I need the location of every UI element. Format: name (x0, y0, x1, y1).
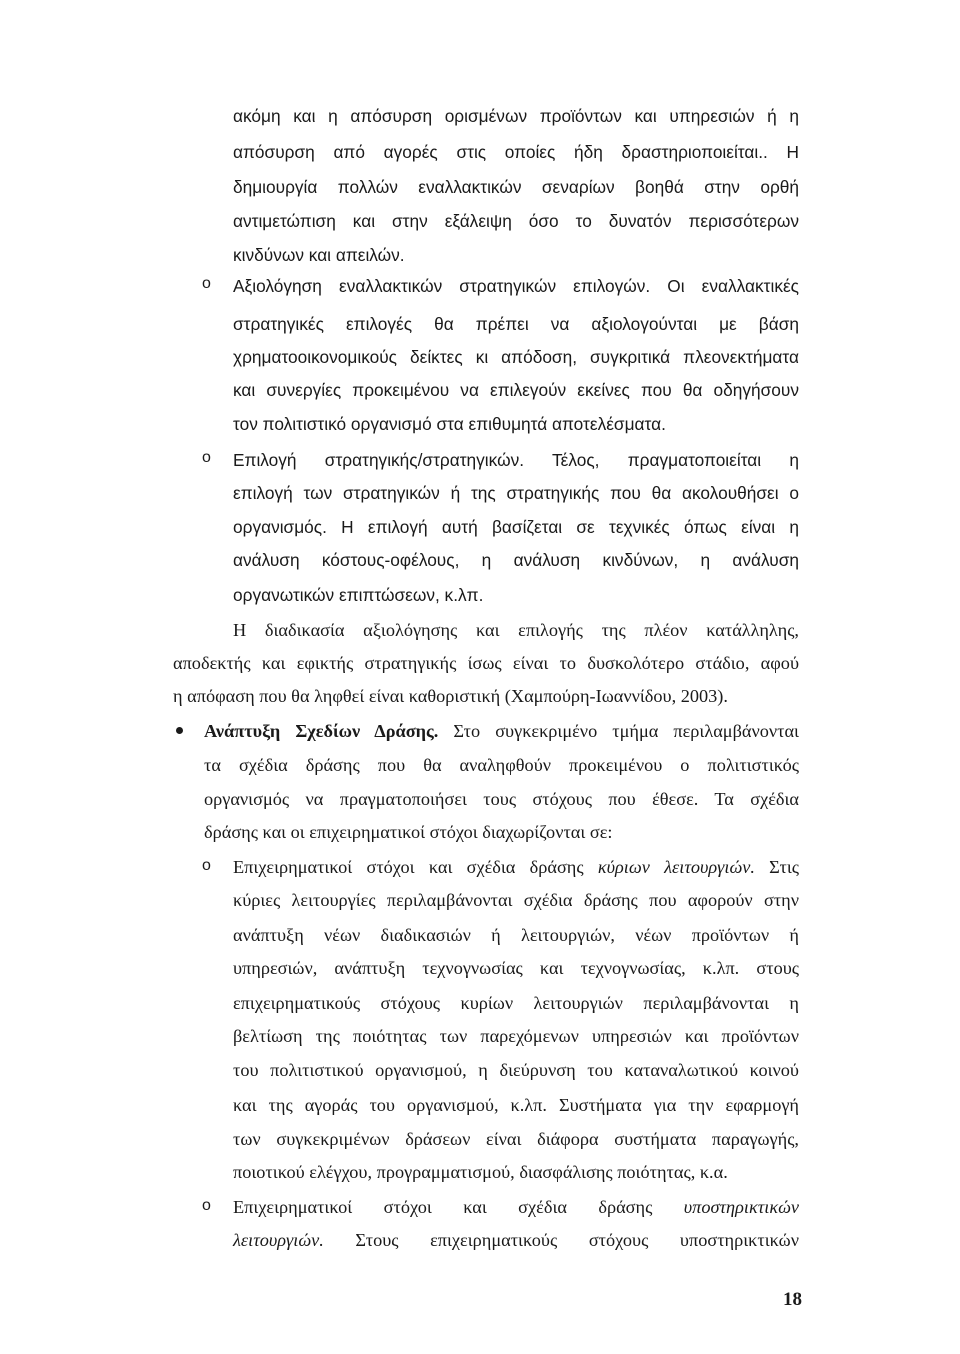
list-marker: o (202, 449, 211, 466)
text-line: και συνεργίες προκειμένου να επιλεγούν εκείνες που θα οδηγήσουν (233, 380, 799, 400)
text-line: ανάπτυξη νέων διαδικασιών ή λειτουργιών, νέων προϊόντων ή (233, 925, 799, 945)
list-marker: o (202, 1197, 211, 1214)
text-line: κύριες λειτουργίες περιλαμβάνονται σχέδια δράσης που αφορούν στην (233, 890, 799, 910)
section-heading: Ανάπτυξη Σχεδίων Δράσης. (204, 721, 439, 741)
text-line: Η διαδικασία αξιολόγησης και επιλογής της πλέον κατάλληλης, (233, 620, 799, 640)
text-line: ανάλυση κόστους-οφέλους, η ανάλυση κινδύνων, η ανάλυση (233, 550, 799, 570)
page-number: 18 (783, 1289, 802, 1310)
text-line: οργανισμός. Η επιλογή αυτή βασίζεται σε τεχνικές όπως είναι η (233, 517, 799, 537)
text-line: Επιχειρηματικοί στόχοι και σχέδια δράσης υποστηρικτικών (233, 1197, 799, 1217)
text-line: αντιμετώπιση και στην εξάλειψη όσο το δυνατόν περισσότερων (233, 211, 799, 231)
text-line: τα σχέδια δράσης που θα αναληφθούν προκειμένου ο πολιτιστικός (204, 755, 799, 775)
text-line: οργανισμός να πραγματοποιήσει τους στόχους που έθεσε. Τα σχέδια (204, 789, 799, 809)
text-line: επιλογή των στρατηγικών ή της στρατηγικής που θα ακολουθήσει ο (233, 483, 799, 503)
text-line: ποιοτικού ελέγχου, προγραμματισμού, διασφάλισης ποιότητας, κ.α. (233, 1162, 728, 1182)
text-line: Επιχειρηματικοί στόχοι και σχέδια δράσης κύριων λειτουργιών. Στις (233, 857, 799, 877)
text-line: Αξιολόγηση εναλλακτικών στρατηγικών επιλογών. Οι εναλλακτικές (233, 276, 799, 296)
text-line: των συγκεκριμένων δράσεων είναι διάφορα συστήματα παραγωγής, (233, 1129, 799, 1149)
text-line: Ανάπτυξη Σχεδίων Δράσης. Στο συγκεκριμένο τμήμα περιλαμβάνονται (204, 721, 799, 741)
text-line: υπηρεσιών, ανάπτυξη τεχνογνωσίας και τεχνογνωσίας, κ.λπ. στους (233, 958, 799, 978)
text-line: αποδεκτής και εφικτής στρατηγικής ίσως είναι το δυσκολότερο στάδιο, αφού (173, 653, 799, 673)
text-line: και της αγοράς του οργανισμού, κ.λπ. Συστήματα για την εφαρμογή (233, 1095, 799, 1115)
text-line: δημιουργία πολλών εναλλακτικών σεναρίων βοηθά στην ορθή (233, 177, 799, 197)
text-line: οργανωτικών επιπτώσεων, κ.λπ. (233, 585, 484, 605)
text-line: απόσυρση από αγορές στις οποίες ήδη δραστηριοποιείται.. Η (233, 142, 799, 162)
text-line: βελτίωση της ποιότητας των παρεχόμενων υπηρεσιών και προϊόντων (233, 1026, 799, 1046)
list-marker: o (202, 857, 211, 874)
text-line: του πολιτιστικού οργανισμού, η διεύρυνση του καταναλωτικού κοινού (233, 1060, 799, 1080)
list-marker: o (202, 275, 211, 292)
text-line: χρηματοοικονομικούς δείκτες κι απόδοση, συγκριτικά πλεονεκτήματα (233, 347, 799, 367)
text-line: λειτουργιών. Στους επιχειρηματικούς στόχους υποστηρικτικών (233, 1230, 799, 1250)
text-line: στρατηγικές επιλογές θα πρέπει να αξιολογούνται με βάση (233, 314, 799, 334)
text-line: Επιλογή στρατηγικής/στρατηγικών. Τέλος, πραγματοποιείται η (233, 450, 799, 470)
text-line: η απόφαση που θα ληφθεί είναι καθοριστική (Χαμπούρη-Ιωαννίδου, 2003). (173, 686, 728, 706)
text-line: κινδύνων και απειλών. (233, 245, 405, 265)
bullet-icon (176, 727, 183, 734)
text-line: δράσης και οι επιχειρηματικοί στόχοι διαχωρίζονται σε: (204, 822, 613, 842)
text-line: ακόμη και η απόσυρση ορισμένων προϊόντων και υπηρεσιών ή η (233, 106, 799, 126)
text-line: τον πολιτιστικό οργανισμό στα επιθυμητά αποτελέσματα. (233, 414, 666, 434)
text-line: επιχειρηματικούς στόχους κυρίων λειτουργιών περιλαμβάνονται η (233, 993, 799, 1013)
